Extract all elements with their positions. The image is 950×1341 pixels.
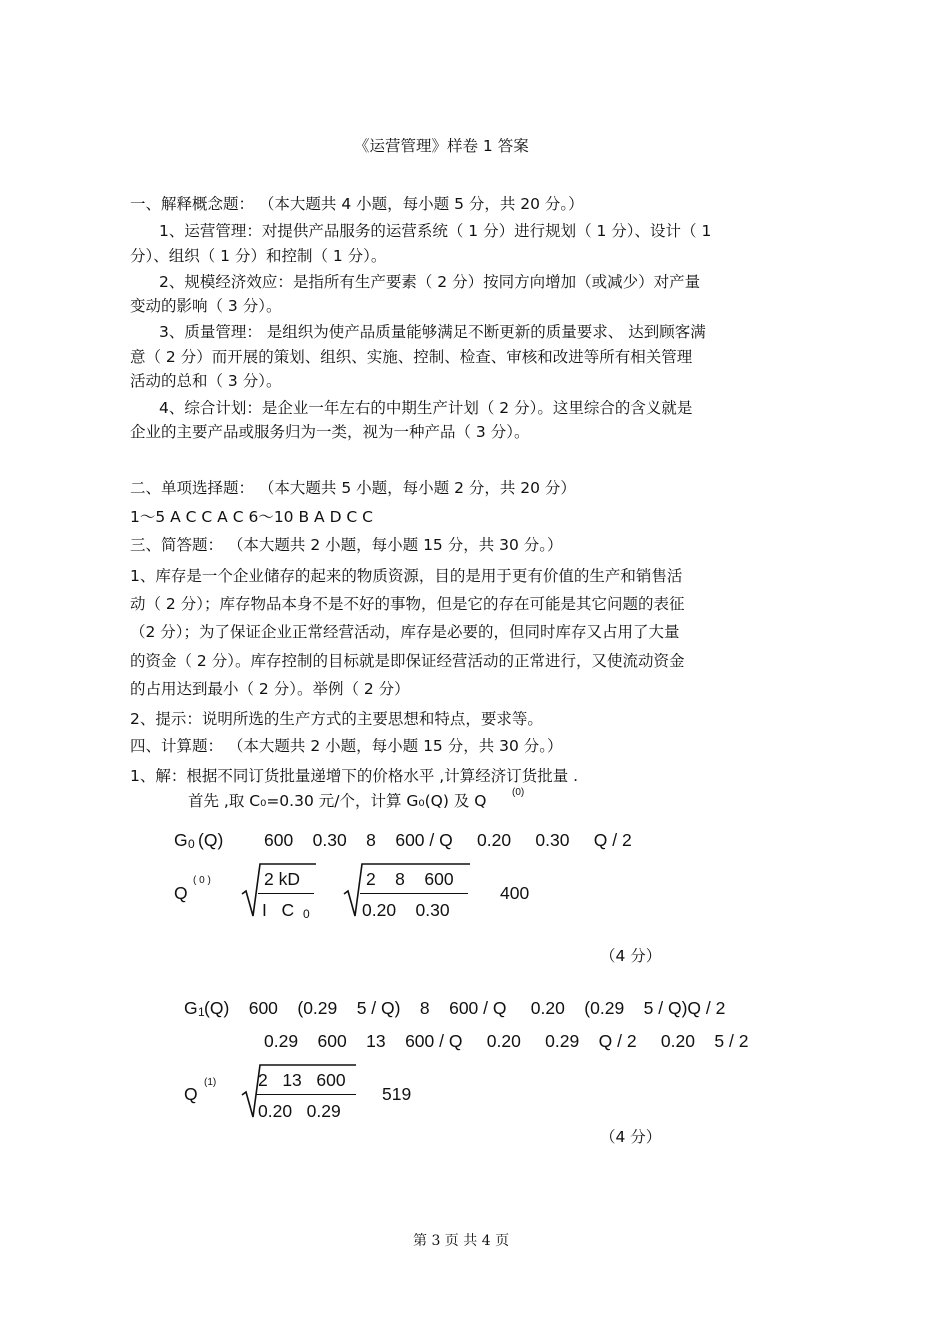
q1-fraction-bar xyxy=(256,1094,356,1095)
section-2-heading: 二、单项选择题： （本大题共 5 小题，每小题 2 分，共 20 分） xyxy=(130,479,576,497)
g0-label: G xyxy=(174,830,188,850)
q0-denominator-1: I C xyxy=(262,900,295,920)
s3-line-3: （2 分）；为了保证企业正常经营活动，库存是必要的，但同时库存又占用了大量 xyxy=(130,623,680,641)
q0-denominator-1-subscript: 0 xyxy=(303,907,310,921)
s1-line-1: 1、运营管理：对提供产品服务的运营系统（ 1 分）进行规划（ 1 分）、设计（ 1 xyxy=(159,222,712,240)
s1-line-9: 企业的主要产品或服务归为一类，视为一种产品（ 3 分）。 xyxy=(130,423,530,441)
s3-line-1: 1、库存是一个企业储存的起来的物质资源，目的是用于更有价值的生产和销售活 xyxy=(130,567,683,585)
s4-line-2: 首先 ,取 C₀=0.30 元/个，计算 G₀(Q) 及 Q xyxy=(188,792,487,810)
q0-result: 400 xyxy=(500,883,530,903)
s3-line-4: 的资金（ 2 分）。库存控制的目标就是即保证经营活动的正常进行，又使流动资金 xyxy=(130,652,685,670)
q0-fraction-bar-2 xyxy=(360,893,468,894)
q1-label: Q xyxy=(184,1084,198,1104)
section-1-heading: 一、解释概念题： （本大题共 4 小题，每小题 5 分，共 20 分。） xyxy=(130,195,584,213)
s1-line-7: 活动的总和（ 3 分）。 xyxy=(130,372,282,390)
g1-subscript: 1 xyxy=(198,1005,205,1019)
q0-score: （4 分） xyxy=(600,947,662,965)
s1-line-6: 意（ 2 分）而开展的策划、组织、实施、控制、检查、审核和改进等所有相关管理 xyxy=(130,348,693,366)
page-title: 《运营管理》样卷 1 答案 xyxy=(354,137,529,155)
s3-line-2: 动（ 2 分）；库存物品本身不是不好的事物，但是它的存在可能是其它问题的表征 xyxy=(130,595,685,613)
g1-line-1: (Q) 600 (0.29 5 / Q) 8 600 / Q 0.20 (0.29 5 / Q)Q / 2 xyxy=(204,998,726,1018)
q1-denominator: 0.20 0.29 xyxy=(258,1101,341,1121)
q0-numerator-1: 2 kD xyxy=(264,869,300,889)
s3-line-6: 2、提示：说明所选的生产方式的主要思想和特点，要求等。 xyxy=(130,710,543,728)
q1-score: （4 分） xyxy=(600,1128,662,1146)
g0-argument: (Q) xyxy=(198,830,224,850)
g0-subscript: 0 xyxy=(188,837,195,851)
q0-fraction-bar-1 xyxy=(258,893,314,894)
q0-superscript: ( 0 ) xyxy=(193,875,211,886)
g0-expression: 600 0.30 8 600 / Q 0.20 0.30 Q / 2 xyxy=(264,830,632,850)
s1-line-3: 2、规模经济效应：是指所有生产要素（ 2 分）按同方向增加（或减少）对产量 xyxy=(159,273,701,291)
q1-superscript: (1) xyxy=(204,1077,217,1088)
q0-numerator-2: 2 8 600 xyxy=(366,869,454,889)
s1-line-5: 3、质量管理： 是组织为使产品质量能够满足不断更新的质量要求、 达到顾客满 xyxy=(159,323,706,341)
q0-label: Q xyxy=(174,883,188,903)
s4-line-1: 1、解：根据不同订货批量递增下的价格水平 ,计算经济订货批量 . xyxy=(130,767,579,785)
s4-line-2-superscript: (0) xyxy=(512,787,525,798)
g1-line-2: 0.29 600 13 600 / Q 0.20 0.29 Q / 2 0.20 5 / 2 xyxy=(264,1031,749,1051)
page-footer: 第 3 页 共 4 页 xyxy=(413,1233,510,1249)
s1-line-4: 变动的影响（ 3 分）。 xyxy=(130,297,282,315)
q1-numerator: 2 13 600 xyxy=(258,1070,346,1090)
q0-denominator-2: 0.20 0.30 xyxy=(362,900,450,920)
section-3-heading: 三、简答题： （本大题共 2 小题，每小题 15 分，共 30 分。） xyxy=(130,536,563,554)
s1-line-2: 分）、组织（ 1 分）和控制（ 1 分）。 xyxy=(130,247,387,265)
g1-label: G xyxy=(184,998,198,1018)
q1-result: 519 xyxy=(382,1084,412,1104)
s1-line-8: 4、综合计划：是企业一年左右的中期生产计划（ 2 分）。这里综合的含义就是 xyxy=(159,399,693,417)
s3-line-5: 的占用达到最小（ 2 分）。举例（ 2 分） xyxy=(130,680,410,698)
s2-answers: 1～5 A C C A C 6～10 B A D C C xyxy=(130,508,373,526)
section-4-heading: 四、计算题： （本大题共 2 小题，每小题 15 分，共 30 分。） xyxy=(130,737,563,755)
